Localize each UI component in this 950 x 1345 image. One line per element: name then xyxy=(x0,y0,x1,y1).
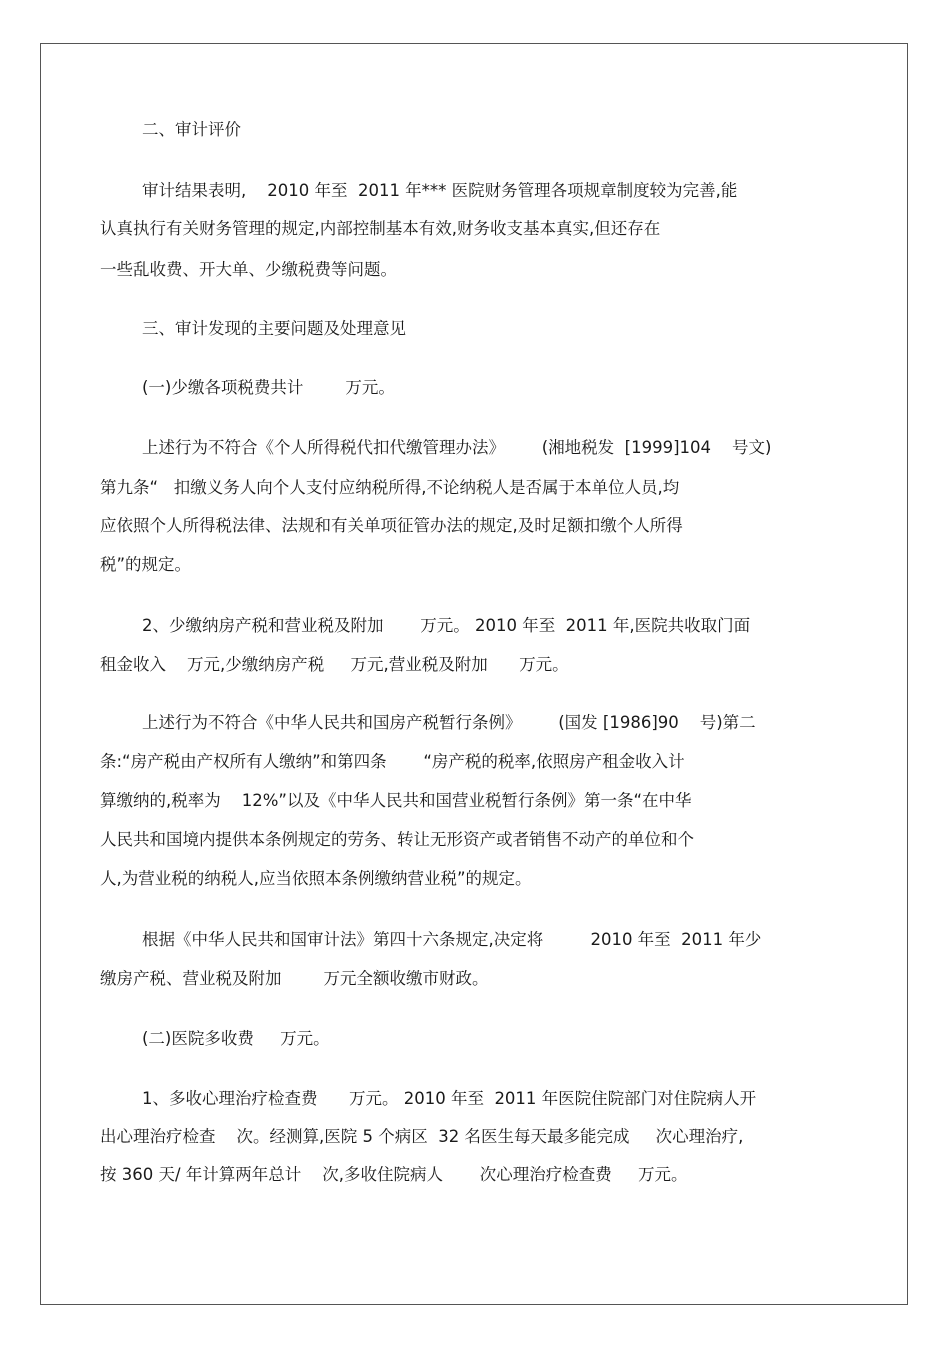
paragraph-line: 上述行为不符合《个人所得税代扣代缴管理办法》 (湘地税发 [1999]104 号文) xyxy=(142,438,772,457)
paragraph-line: 算缴纳的,税率为 12%”以及《中华人民共和国营业税暂行条例》第一条“在中华 xyxy=(100,791,692,810)
paragraph-line: 上述行为不符合《中华人民共和国房产税暂行条例》 (国发 [1986]90 号)第二 xyxy=(142,713,756,732)
heading-audit-evaluation: 二、审计评价 xyxy=(142,120,241,139)
paragraph-line: 认真执行有关财务管理的规定,内部控制基本有效,财务收支基本真实,但还存在 xyxy=(100,219,661,238)
paragraph-line: 2、少缴纳房产税和营业税及附加 万元。 2010 年至 2011 年,医院共收取门面 xyxy=(142,616,751,635)
paragraph-line: 出心理治疗检查 次。经测算,医院 5 个病区 32 名医生每天最多能完成 次心理治疗, xyxy=(100,1127,744,1146)
paragraph-line: 按 360 天/ 年计算两年总计 次,多收住院病人 次心理治疗检查费 万元。 xyxy=(100,1165,688,1184)
paragraph-line: 条:“房产税由产权所有人缴纳”和第四条 “房产税的税率,依照房产租金收入计 xyxy=(100,752,685,771)
paragraph-line: 1、多收心理治疗检查费 万元。 2010 年至 2011 年医院住院部门对住院病人开 xyxy=(142,1089,757,1108)
paragraph-line: 租金收入 万元,少缴纳房产税 万元,营业税及附加 万元。 xyxy=(100,655,569,674)
paragraph-line: 缴房产税、营业税及附加 万元全额收缴市财政。 xyxy=(100,969,489,988)
subheading-item-one: (一)少缴各项税费共计 万元。 xyxy=(142,378,395,397)
paragraph-line: 人民共和国境内提供本条例规定的劳务、转让无形资产或者销售不动产的单位和个 xyxy=(100,830,694,849)
paragraph-line: 人,为营业税的纳税人,应当依照本条例缴纳营业税”的规定。 xyxy=(100,869,532,888)
subheading-item-two: (二)医院多收费 万元。 xyxy=(142,1029,330,1048)
paragraph-line: 税”的规定。 xyxy=(100,555,192,574)
paragraph-line: 第九条“ 扣缴义务人向个人支付应纳税所得,不论纳税人是否属于本单位人员,均 xyxy=(100,478,680,497)
paragraph-line: 根据《中华人民共和国审计法》第四十六条规定,决定将 2010 年至 2011 年少 xyxy=(142,930,762,949)
paragraph-line: 审计结果表明, 2010 年至 2011 年*** 医院财务管理各项规章制度较为完善,能 xyxy=(142,181,738,200)
paragraph-line: 应依照个人所得税法律、法规和有关单项征管办法的规定,及时足额扣缴个人所得 xyxy=(100,516,683,535)
paragraph-line: 一些乱收费、开大单、少缴税费等问题。 xyxy=(100,260,397,279)
heading-main-issues: 三、审计发现的主要问题及处理意见 xyxy=(142,319,406,338)
